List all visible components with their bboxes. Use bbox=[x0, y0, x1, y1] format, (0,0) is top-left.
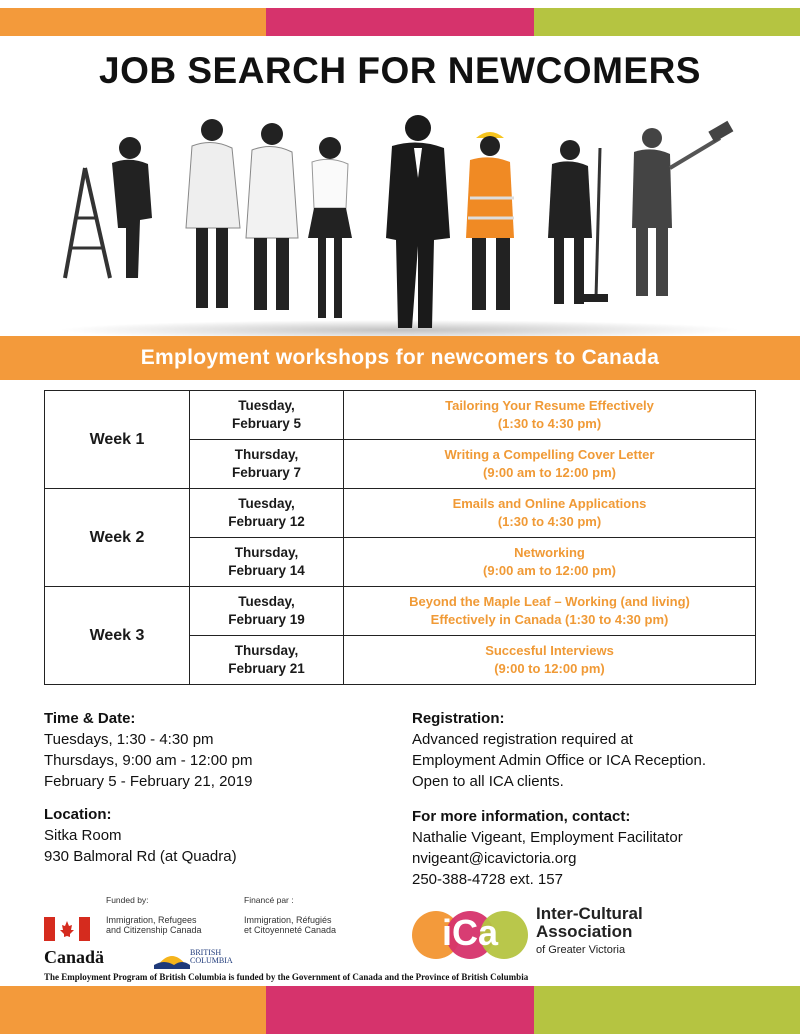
ircc-french-line: Immigration, Réfugiés bbox=[244, 915, 332, 925]
date-cell bbox=[190, 489, 344, 538]
topic-title: Succesful Interviews bbox=[485, 643, 614, 658]
time-date-line: Tuesdays, 1:30 - 4:30 pm bbox=[44, 731, 214, 748]
page-title: JOB SEARCH FOR NEWCOMERS bbox=[99, 50, 701, 91]
bottom-bar-orange bbox=[0, 986, 266, 1034]
bottom-bar-magenta bbox=[266, 986, 534, 1034]
date-cell bbox=[190, 440, 344, 489]
bc-line: BRITISH bbox=[190, 948, 222, 957]
location-section bbox=[44, 804, 237, 867]
registration-line: Employment Admin Office or ICA Reception. bbox=[412, 752, 707, 769]
topic-cell bbox=[344, 440, 756, 489]
cleaner-silhouette bbox=[548, 140, 608, 304]
doctor-silhouette bbox=[186, 119, 240, 308]
day-label: Thursday, bbox=[234, 545, 299, 560]
bottom-bar-green bbox=[534, 986, 800, 1034]
topic-cell bbox=[344, 538, 756, 587]
topic-time: (1:30 to 4:30 pm) bbox=[497, 416, 602, 431]
week-cell: Week 2 bbox=[45, 489, 190, 587]
funding-footnote: The Employment Program of British Columbia is funded by the Government of Canada and the Province of British Columbia bbox=[44, 972, 529, 982]
date-cell bbox=[190, 636, 344, 685]
topic-cell bbox=[344, 489, 756, 538]
office-woman-silhouette bbox=[308, 137, 352, 318]
date-label: February 12 bbox=[228, 514, 305, 529]
table-row bbox=[45, 489, 756, 538]
workshops-banner bbox=[0, 336, 800, 380]
canada-flag-icon bbox=[44, 917, 90, 941]
topic-time: (9:00 to 12:00 pm) bbox=[494, 661, 605, 676]
time-date-heading: Time & Date: bbox=[44, 710, 136, 727]
location-line: Sitka Room bbox=[44, 827, 122, 844]
topic-cell bbox=[344, 391, 756, 440]
bc-logo-text bbox=[190, 949, 233, 965]
contact-name: Nathalie Vigeant, Employment Facilitator bbox=[412, 829, 683, 846]
ladder-worker-silhouette bbox=[65, 137, 152, 278]
table-row bbox=[45, 587, 756, 636]
top-color-bar bbox=[0, 8, 800, 36]
topic-title: Beyond the Maple Leaf – Working (and living) bbox=[409, 594, 690, 609]
contact-phone: 250-388-4728 ext. 157 bbox=[412, 871, 563, 888]
date-label: February 21 bbox=[228, 661, 305, 676]
topic-cell bbox=[344, 636, 756, 685]
location-line: 930 Balmoral Rd (at Quadra) bbox=[44, 848, 237, 865]
date-label: February 7 bbox=[231, 465, 302, 480]
contact-section bbox=[412, 806, 683, 890]
finance-par-label: Financé par : bbox=[244, 895, 294, 905]
date-cell bbox=[190, 391, 344, 440]
canada-wordmark: Canadä bbox=[44, 947, 105, 967]
time-date-line: February 5 - February 21, 2019 bbox=[44, 773, 253, 790]
finance-par-column bbox=[244, 895, 336, 935]
bottom-color-bar bbox=[0, 986, 800, 1034]
week-cell: Week 3 bbox=[45, 587, 190, 685]
funders-block bbox=[44, 895, 384, 975]
topic-title: Networking bbox=[514, 545, 585, 560]
time-date-line: Thursdays, 9:00 am - 12:00 pm bbox=[44, 752, 253, 769]
top-bar-magenta bbox=[266, 8, 534, 36]
topic-cell bbox=[344, 587, 756, 636]
ica-name bbox=[536, 905, 643, 959]
topic-time: (9:00 am to 12:00 pm) bbox=[483, 465, 616, 480]
ica-name-line: Association bbox=[536, 922, 633, 941]
painter-silhouette bbox=[632, 121, 733, 296]
topic-time: (1:30 to 4:30 pm) bbox=[497, 514, 602, 529]
contact-heading: For more information, contact: bbox=[412, 808, 631, 825]
ica-logo bbox=[410, 905, 770, 965]
construction-worker-silhouette bbox=[466, 132, 514, 310]
day-label: Tuesday, bbox=[238, 594, 295, 609]
top-bar-orange bbox=[0, 8, 266, 36]
top-bar-green bbox=[534, 8, 800, 36]
date-cell bbox=[190, 538, 344, 587]
topic-time: (9:00 am to 12:00 pm) bbox=[483, 563, 616, 578]
registration-heading: Registration: bbox=[412, 710, 505, 727]
date-label: February 19 bbox=[228, 612, 305, 627]
ircc-english-line: Immigration, Refugees bbox=[106, 915, 197, 925]
doctor-man-silhouette bbox=[246, 123, 298, 310]
topic-title: Tailoring Your Resume Effectively bbox=[445, 398, 654, 413]
table-row bbox=[45, 391, 756, 440]
workers-silhouette-image bbox=[40, 108, 760, 338]
day-label: Tuesday, bbox=[238, 496, 295, 511]
location-heading: Location: bbox=[44, 806, 112, 823]
date-cell bbox=[190, 587, 344, 636]
day-label: Thursday, bbox=[234, 447, 299, 462]
businessman-silhouette bbox=[386, 115, 450, 328]
ica-name-sub: of Greater Victoria bbox=[536, 944, 626, 956]
funded-by-column bbox=[106, 895, 202, 935]
ircc-english-line: and Citizenship Canada bbox=[106, 925, 202, 935]
ica-name-line: Inter-Cultural bbox=[536, 904, 643, 923]
time-date-section bbox=[44, 708, 252, 792]
topic-time: Effectively in Canada (1:30 to 4:30 pm) bbox=[430, 612, 669, 627]
funded-by-label: Funded by: bbox=[106, 895, 149, 905]
workshop-schedule-table bbox=[44, 390, 756, 685]
registration-line: Open to all ICA clients. bbox=[412, 773, 564, 790]
ica-letters: iCa bbox=[441, 912, 499, 953]
contact-email[interactable]: nvigeant@icavictoria.org bbox=[412, 850, 577, 867]
topic-title: Emails and Online Applications bbox=[452, 496, 647, 511]
date-label: February 5 bbox=[231, 416, 302, 431]
week-cell: Week 1 bbox=[45, 391, 190, 489]
topic-title: Writing a Compelling Cover Letter bbox=[444, 447, 655, 462]
banner-text: Employment workshops for newcomers to Canada bbox=[140, 346, 660, 369]
bc-line: COLUMBIA bbox=[190, 956, 233, 965]
day-label: Tuesday, bbox=[238, 398, 295, 413]
registration-section bbox=[412, 708, 706, 792]
registration-line: Advanced registration required at bbox=[412, 731, 633, 748]
ircc-french-line: et Citoyenneté Canada bbox=[244, 925, 337, 935]
day-label: Thursday, bbox=[234, 643, 299, 658]
date-label: February 14 bbox=[228, 563, 305, 578]
